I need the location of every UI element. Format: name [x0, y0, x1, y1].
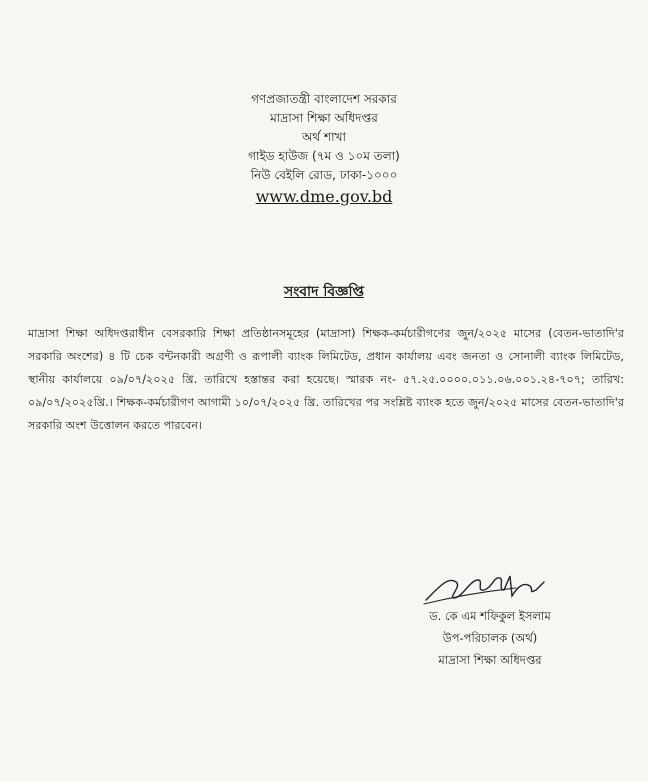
branch-name: অর্থ শাখা [302, 130, 346, 144]
signatory-office: মাদ্রাসা শিক্ষা অধিদপ্তর [438, 653, 542, 667]
letterhead [0, 90, 648, 208]
government-name: গণপ্রজাতন্ত্রী বাংলাদেশ সরকার [251, 92, 397, 106]
signature-image [418, 568, 568, 610]
building-address: গাইড হাউজ (৭ম ও ১০ম তলা) [248, 149, 400, 163]
signatory-name: ড. কে এম শফিকুল ইসলাম [429, 609, 551, 623]
street-address: নিউ বেইলি রোড, ঢাকা-১০০০ [250, 168, 398, 182]
notice-title: সংবাদ বিজ্ঞপ্তি [283, 284, 365, 300]
website-link[interactable]: www.dme.gov.bd [255, 187, 393, 206]
directorate-name: মাদ্রাসা শিক্ষা অধিদপ্তর [270, 111, 378, 125]
signatory-designation: উপ-পরিচালক (অর্থ) [442, 631, 538, 645]
notice-body: মাদ্রাসা শিক্ষা অধিদপ্তরাধীন বেসরকারি শিক্ষা প্রতিষ্ঠানসমূহের (মাদ্রাসা) শিক্ষক-কর্মচারীগণের জুন/২০২৫ মাসের (বেতন-ভাতাদি'র সরকারি অংশের) ৪ টি চেক বন্টনকারী অগ্রণী ও রূপালী ব্যাংক লিমিটেড, প্রধান কার্যালয় এবং জনতা ও সোনালী ব্যাংক লিমিটেড, স্থানীয় কার্যালয়ে ০৯/০৭/২০২৫ খ্রি. তারিখে হস্তান্তর করা হয়েছে। স্মারক নং- ৫৭.২৫.০০০০.০১১.০৬.০০১.২৪-৭০৭; তারিখ: ০৯/০৭/২০২৫খ্রি.। শিক্ষক-কর্মচারীগণ আগামী ১০/০৭/২০২৫ খ্রি. তারিখের পর সংশ্লিষ্ট ব্যাংক হতে জুন/২০২৫ মাসের বেতন-ভাতাদি'র সরকারি অংশ উত্তোলন করতে পারবেন। [28, 327, 624, 432]
signatory-block [390, 605, 590, 671]
